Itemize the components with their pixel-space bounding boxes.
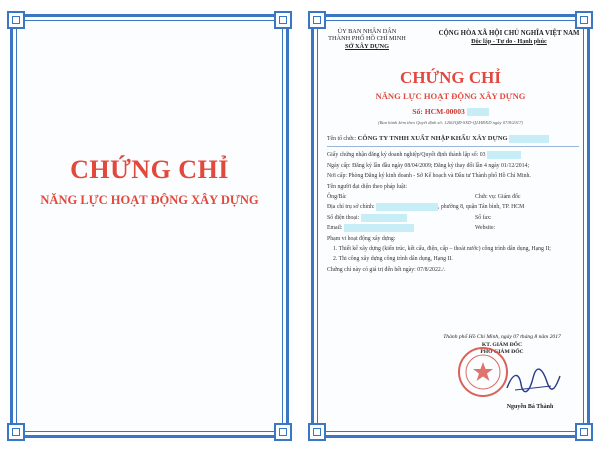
- phone-row: [327, 213, 579, 223]
- corner-ornament-icon: [575, 11, 593, 29]
- certificate-cover-page: [6, 10, 293, 442]
- cover-title: CHỨNG CHỈ: [70, 155, 229, 184]
- signer-name: Nguyễn Bá Thành: [506, 404, 554, 410]
- issuing-authority-header: [321, 28, 413, 50]
- certificate-content-page: [307, 10, 594, 442]
- issue-date-row: Ngày cấp: Đăng ký lần đầu ngày 08/04/2009; Đăng ký thay đổi lần 4 ngày 01/12/2014;: [327, 162, 530, 169]
- corner-ornament-icon: [575, 423, 593, 441]
- certificate-number-text: Số: HCM-00003: [412, 107, 465, 116]
- certificate-body: [327, 134, 579, 275]
- certificate-number: [307, 107, 594, 116]
- email-label: Email:: [327, 225, 343, 232]
- decorative-inner-frame: [16, 20, 283, 432]
- official-seal-icon: [457, 346, 509, 398]
- authority-line: THÀNH PHỐ HỒ CHÍ MINH: [328, 35, 406, 43]
- certificate-title: CHỨNG CHỈ: [400, 68, 501, 87]
- representative-label: Ông/Bà:: [327, 194, 347, 201]
- scope-item: 1. Thiết kế xây dựng (kiến trúc, kết cấu, điện, cấp – thoát nước) công trình dân dụng, Hạng II;: [333, 246, 551, 253]
- representative-row: [327, 192, 579, 202]
- org-name: CÔNG TY TNHH XUẤT NHẬP KHẨU XÂY DỰNG: [357, 135, 508, 142]
- representative-title: Tên người đại diện theo pháp luật:: [327, 183, 407, 190]
- corner-ornament-icon: [274, 11, 292, 29]
- department-name: SỞ XÂY DỰNG: [345, 42, 389, 50]
- country-name: CỘNG HÒA XÃ HỘI CHỦ NGHĨA VIỆT NAM: [438, 30, 580, 37]
- redaction-block: [467, 108, 489, 116]
- signing-date: Thành phố Hồ Chí Minh, ngày 07 tháng 8 năm 2017: [443, 334, 561, 340]
- address-row: [327, 202, 579, 212]
- national-motto: Độc lập - Tự do - Hạnh phúc: [471, 37, 547, 45]
- handwritten-signature-icon: [503, 366, 563, 396]
- corner-ornament-icon: [7, 423, 25, 441]
- address-text: , phường 8, quận Tân bình, TP. HCM: [437, 204, 525, 211]
- issue-place-row: Nơi cấp: Phòng Đăng ký kinh doanh - Sở Kế hoạch và Đầu tư Thành phố Hồ Chí Minh.: [327, 173, 531, 180]
- phone-label: Số điện thoại:: [327, 214, 360, 221]
- redaction-block: [361, 214, 407, 222]
- scope-title: Phạm vi hoạt động xây dựng:: [327, 235, 396, 242]
- email-row: [327, 223, 579, 233]
- redaction-block: [487, 151, 521, 159]
- decision-note: (Ban hành kèm theo Quyết định số: 1260/QĐ-SXD-QLHĐXD ngày 07/8/2017): [378, 120, 523, 125]
- redaction-block: [376, 203, 438, 211]
- scope-item: 2. Thi công xây dựng công trình dân dụng, Hạng II.: [333, 256, 453, 263]
- address-label: Địa chỉ trụ sở chính:: [327, 204, 375, 211]
- authority-line: ỦY BAN NHÂN DÂN: [337, 28, 397, 35]
- organization-row: [327, 134, 579, 144]
- certificate-subtitle: NĂNG LỰC HOẠT ĐỘNG XÂY DỰNG: [375, 91, 526, 101]
- fax-label: Số fax:: [475, 214, 492, 221]
- position-text: Chức vụ: Giám đốc: [475, 194, 521, 201]
- website-label: Website:: [475, 225, 496, 232]
- national-header: [431, 30, 587, 46]
- validity-row: Chứng chỉ này có giá trị đến hết ngày: 07/8/2022./.: [327, 266, 446, 273]
- registration-text: Giấy chứng nhận đăng ký doanh nghiệp/Quyết định thành lập số: 03: [327, 152, 486, 159]
- divider: [327, 146, 579, 147]
- corner-ornament-icon: [7, 11, 25, 29]
- signer-role: PHÓ GIÁM ĐỐC: [480, 349, 524, 356]
- signer-role: KT. GIÁM ĐỐC: [481, 341, 523, 348]
- org-label: Tên tổ chức:: [327, 136, 357, 142]
- corner-ornament-icon: [308, 423, 326, 441]
- redaction-block: [509, 135, 549, 143]
- registration-row: [327, 150, 579, 160]
- corner-ornament-icon: [274, 423, 292, 441]
- redaction-block: [344, 224, 414, 232]
- cover-subtitle: NĂNG LỰC HOẠT ĐỘNG XÂY DỰNG: [40, 193, 259, 207]
- corner-ornament-icon: [308, 11, 326, 29]
